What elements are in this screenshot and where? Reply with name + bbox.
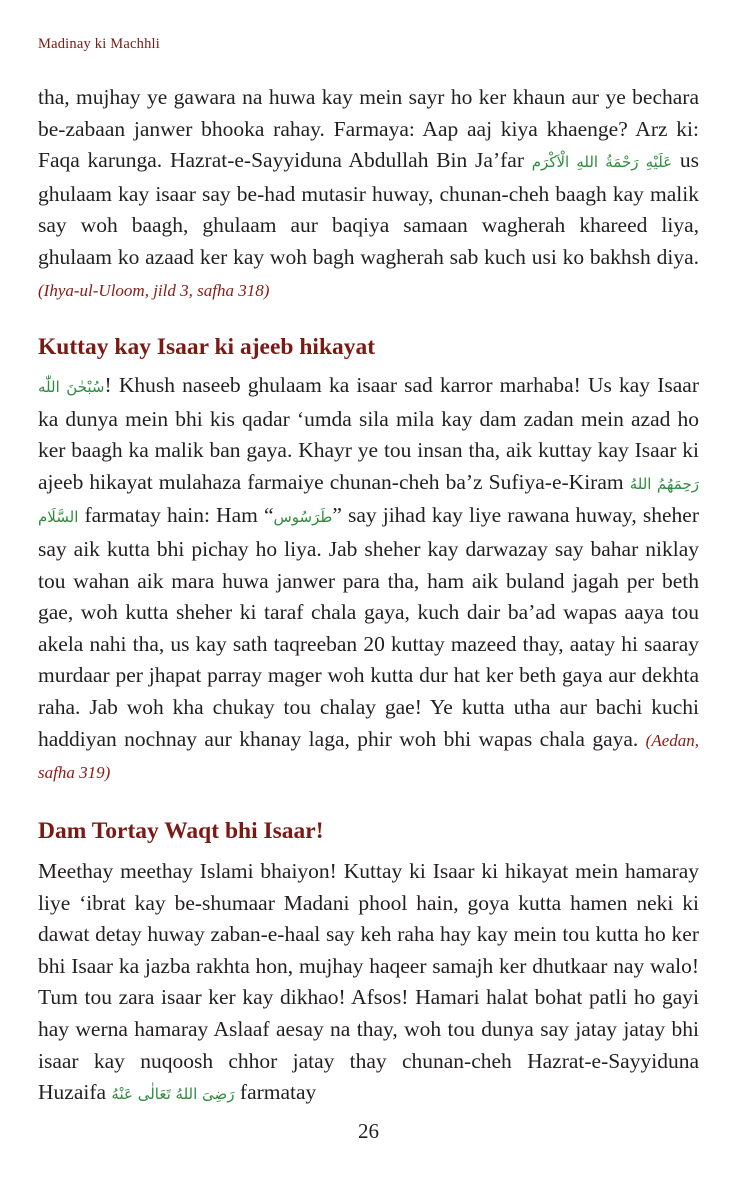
- arabic-place-name: طَرَسُوس: [273, 508, 333, 527]
- section-heading-dam-tortay: Dam Tortay Waqt bhi Isaar!: [38, 818, 324, 844]
- arabic-honorific: رَضِیَ اللهُ تَعَالٰی عَنْهُ: [111, 1085, 235, 1104]
- arabic-honorific: عَلَيْهِ رَحْمَةُ اللهِ الْاَكْرَم: [531, 153, 673, 172]
- arabic-honorific: رَحِمَهُمُ اللهُ السَّلَام: [38, 474, 699, 527]
- page-number: 26: [358, 1119, 379, 1143]
- paragraph-2: [38, 370, 699, 789]
- section-heading-kuttay: Kuttay kay Isaar ki ajeeb hikayat: [38, 334, 376, 360]
- paragraph-2-text-c: ” say jihad kay liye rawana huway, sheher say aik kutta bhi pichay ho liya. Jab sheher kay darwazay say bahar niklay tou wahan aik mara huwa janwer para tha, ham aik buland jagah per beth gae, woh kutta sheher ki taraf chala gaya, kuch dair ba’ad wapas aaya tou akela nahi tha, us kay sath taqreeban 20 kuttay mazeed thay, aatay hi saaray murdaar per jhapat parray mager woh kutta dur hat ker beth gaya aur dekhta raha. Jab woh kha chukay tou chalay gae! Ye kutta utha aur bachi kuchi haddiyan nochnay aur khanay laga, phir woh bhi wapas chala gaya.: [38, 503, 699, 751]
- reference-citation: (Ihya-ul-Uloom, jild 3, safha 318): [38, 280, 270, 300]
- paragraph-1-text-b: us ghulaam kay isaar say be-had mutasir huway, chunan-cheh baagh kay malik say woh baagh, ghulaam aur baqiya samaan wagherah khareed liya, ghulaam ko azaad ker kay woh bagh wagherah sab kuch usi ko bakhsh diya.: [38, 148, 699, 269]
- paragraph-1-text-a: tha, mujhay ye gawara na huwa kay mein sayr ho ker khaun aur ye bechara be-zabaan janwer bhooka rahay. Farmaya: Aap aaj kiya khaenge? Arz ki: Faqa karunga. Hazrat-e-Sayyiduna Abdullah Bin Ja’far: [38, 85, 699, 173]
- paragraph-2-text-b: farmatay hain: Ham “: [78, 503, 274, 528]
- running-header: Madinay ki Machhli: [38, 36, 160, 52]
- paragraph-3-text-a: Meethay meethay Islami bhaiyon! Kuttay ki Isaar ki hikayat mein hamaray liye ‘ibrat kay be-shumaar Madani phool hain, goya kutta hamen neki ki dawat detay huway zaban-e-haal say keh raha hay kay mein tou kutta ho ker bhi Isaar ka jazba rakhta hon, mujhay haqeer samajh ker dhutkaar nay walo! Tum tou zara isaar ker kay dikhao! Afsos! Hamari halat bohat patli ho gayi hay werna hamaray Aslaaf aesay na thay, woh tou dunya say jatay jatay bhi isaar kay nuqoosh chhor jatay thay chunan-cheh Hazrat-e-Sayyiduna Huzaifa: [38, 859, 699, 1105]
- paragraph-2-text-a: ! Khush naseeb ghulaam ka isaar sad karror marhaba! Us kay Isaar ka dunya mein bhi kis qadar ‘umda sila mila kay dam zadan mein azad ho ker baagh ka malik ban gaya. Khayr ye tou insan tha, aik kuttay kay Isaar ki ajeeb hikayat mulahaza farmaiye chunan-cheh ba’z Sufiya-e-Kiram: [38, 373, 699, 494]
- arabic-subhanallah: سُبْحٰنَ اللّٰه: [38, 378, 105, 396]
- paragraph-1: [38, 82, 699, 306]
- paragraph-3-text-b: farmatay: [234, 1080, 317, 1105]
- paragraph-3: [38, 856, 699, 1111]
- reference-citation: (Aedan, safha 319): [38, 730, 699, 783]
